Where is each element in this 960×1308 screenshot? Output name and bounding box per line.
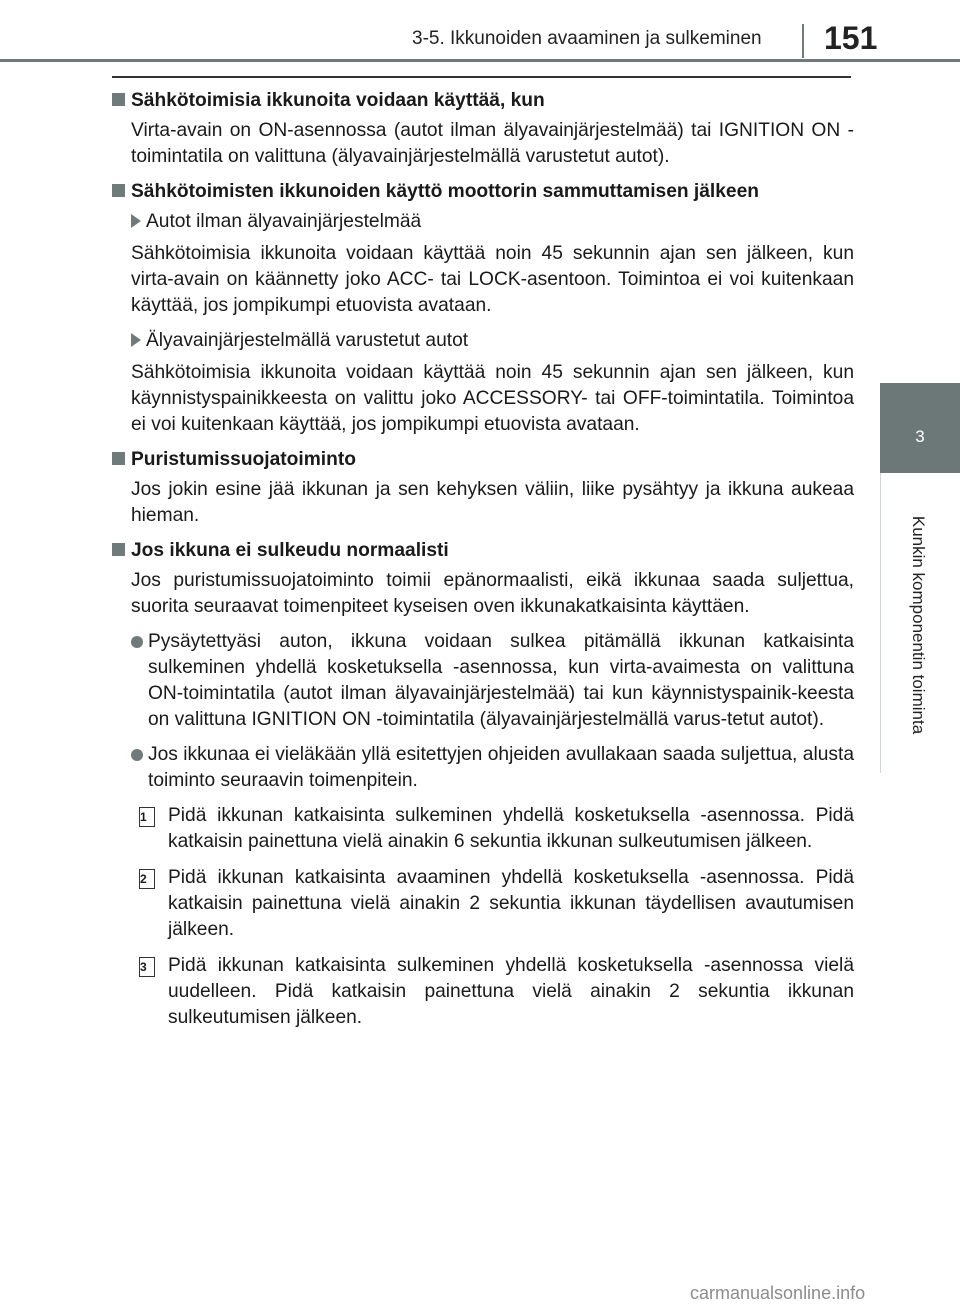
heading-text: Puristumissuojatoiminto xyxy=(131,449,356,470)
bullet-item xyxy=(112,742,854,794)
section-heading xyxy=(112,538,854,564)
square-bullet-icon xyxy=(112,543,125,556)
step-item xyxy=(112,803,854,855)
page-content xyxy=(112,88,854,1041)
subheading xyxy=(112,209,854,235)
step-number-box: 2 xyxy=(139,869,155,889)
step-text: Pidä ikkunan katkaisinta sulkeminen yhdellä kosketuksella -asennossa. Pidä katkaisin painettuna vielä ainakin 6 sekuntia ikkunan sulkeutumisen jälkeen. xyxy=(168,805,854,852)
bullet-text: Pysäytettyäsi auton, ikkuna voidaan sulkea pitämällä ikkunan katkaisinta sulkeminen yhdellä kosketuksella -asennossa, kun virta-avaimesta on valittuna ON-toimintatila (autot ilman älyavainjärjestelmää) tai kun käynnistyspainik-keesta on valittuna IGNITION ON -toimintatila (älyavainjärjestelmällä varus-tetut autot). xyxy=(148,631,854,730)
step-number-box: 1 xyxy=(139,807,155,827)
step-item xyxy=(112,953,854,1031)
bullet-text: Jos ikkunaa ei vieläkään yllä esitettyjen ohjeiden avullakaan saada suljettua, alusta toiminto seuraavin toimenpitein. xyxy=(148,744,854,791)
paragraph: Jos puristumissuojatoiminto toimii epänormaalisti, eikä ikkunaa saada suljettua, suorita seuraavat toimenpiteet kyseisen oven ikkunakatkaisinta käyttäen. xyxy=(131,570,854,617)
heading-text: Jos ikkuna ei sulkeudu normaalisti xyxy=(131,540,449,561)
square-bullet-icon xyxy=(112,93,125,106)
chapter-label: Kunkin komponentin toiminta xyxy=(909,515,928,735)
heading-text: Sähkötoimisia ikkunoita voidaan käyttää, kun xyxy=(131,90,545,111)
circle-bullet-icon xyxy=(131,749,143,761)
step-item xyxy=(112,865,854,943)
step-text: Pidä ikkunan katkaisinta sulkeminen yhdellä kosketuksella -asennossa vielä uudelleen. Pidä katkaisin painettuna vielä ainakin 2 sekuntia ikkunan sulkeutumisen jälkeen. xyxy=(168,955,854,1028)
section-heading xyxy=(112,447,854,473)
subheading-text: Älyavainjärjestelmällä varustetut autot xyxy=(146,330,469,351)
step-text: Pidä ikkunan katkaisinta avaaminen yhdellä kosketuksella -asennossa. Pidä katkaisin painettuna vielä ainakin 2 sekuntia ikkunan täydellisen avautumisen jälkeen. xyxy=(168,867,854,940)
section-heading xyxy=(112,88,854,114)
section-heading xyxy=(112,179,854,205)
chapter-tab xyxy=(880,383,960,473)
header-rule xyxy=(0,59,960,62)
paragraph: Jos jokin esine jää ikkunan ja sen kehyksen väliin, liike pysähtyy ja ikkuna aukeaa hieman. xyxy=(131,479,854,526)
page-number: 151 xyxy=(824,20,878,56)
bullet-item xyxy=(112,629,854,733)
subheading-text: Autot ilman älyavainjärjestelmää xyxy=(146,211,422,232)
paragraph: Sähkötoimisia ikkunoita voidaan käyttää noin 45 sekunnin ajan sen jälkeen, kun virta-avain on käännetty joko ACC- tai LOCK-asentoon. Toimintoa ei voi kuitenkaan käyttää, jos jompikumpi etuovista avataan. xyxy=(131,243,854,316)
square-bullet-icon xyxy=(112,452,125,465)
subheading xyxy=(112,328,854,354)
watermark: carmanualsonline.info xyxy=(690,1283,866,1303)
content-top-rule xyxy=(112,76,851,78)
heading-text: Sähkötoimisten ikkunoiden käyttö moottorin sammuttamisen jälkeen xyxy=(131,181,759,202)
chapter-number: 3 xyxy=(915,427,925,446)
section-title: 3-5. Ikkunoiden avaaminen ja sulkeminen xyxy=(412,28,762,49)
square-bullet-icon xyxy=(112,184,125,197)
paragraph: Virta-avain on ON-asennossa (autot ilman älyavainjärjestelmää) tai IGNITION ON -toimintatila on valittuna (älyavainjärjestelmällä varustetut autot). xyxy=(131,120,854,167)
triangle-bullet-icon xyxy=(131,214,141,228)
paragraph: Sähkötoimisia ikkunoita voidaan käyttää noin 45 sekunnin ajan sen jälkeen, kun käynnistyspainikkeesta on valittu joko ACCESSORY- tai OFF-toimintatila. Toimintoa ei voi kuitenkaan käyttää, jos jompikumpi etuovista avataan. xyxy=(131,362,854,435)
step-number-box: 3 xyxy=(139,957,155,977)
triangle-bullet-icon xyxy=(131,333,141,347)
circle-bullet-icon xyxy=(131,636,143,648)
